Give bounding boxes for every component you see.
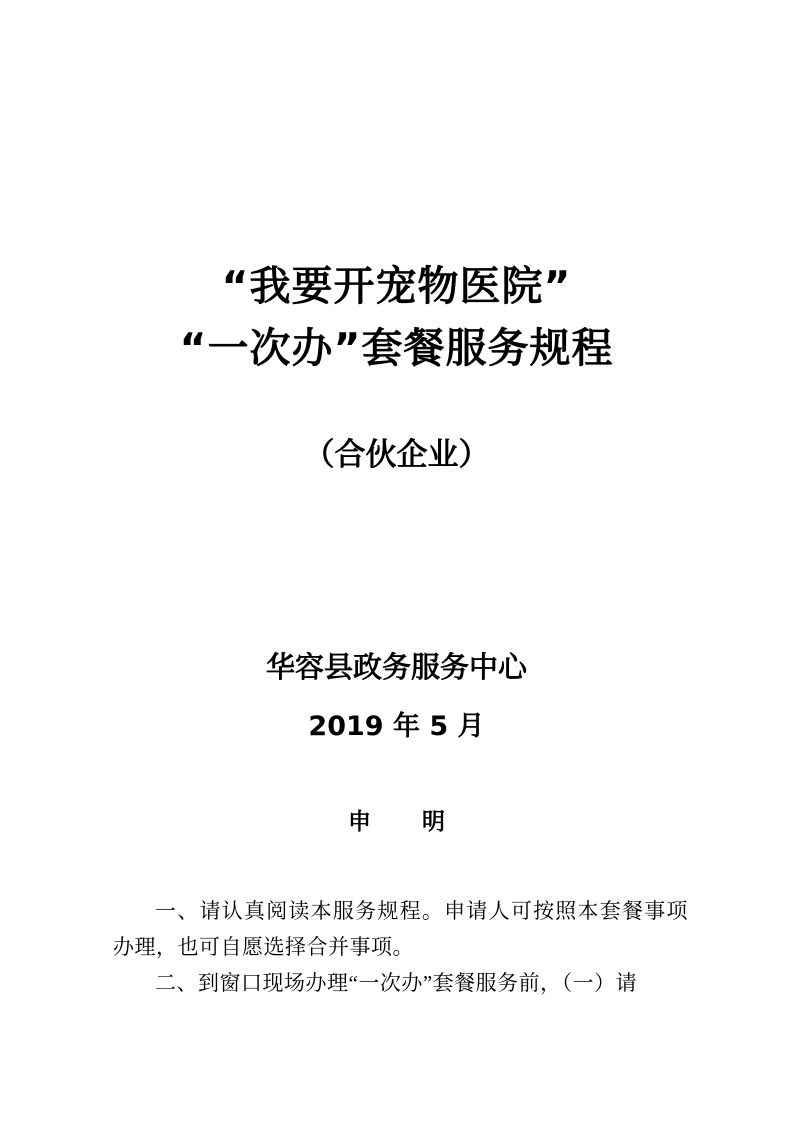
- issuing-authority: 华容县政务服务中心: [265, 650, 527, 684]
- declaration-paragraph-2: 二、到窗口现场办理“一次办”套餐服务前，（一）请: [155, 971, 638, 995]
- title-line-2: “一次办”套餐服务规程: [179, 324, 614, 372]
- issue-date: 2019 年 5 月: [308, 711, 485, 742]
- document-subtitle: （合伙企业）: [303, 437, 490, 473]
- title-line-1: “我要开宠物医院”: [221, 262, 572, 310]
- document-title: [0, 255, 793, 379]
- section-heading-declaration: 申 明: [348, 809, 459, 835]
- declaration-body: [113, 893, 688, 1001]
- declaration-paragraph-1: 一、请认真阅读本服务规程。申请人可按照本套餐事项办理，也可自愿选择合并事项。: [113, 899, 688, 959]
